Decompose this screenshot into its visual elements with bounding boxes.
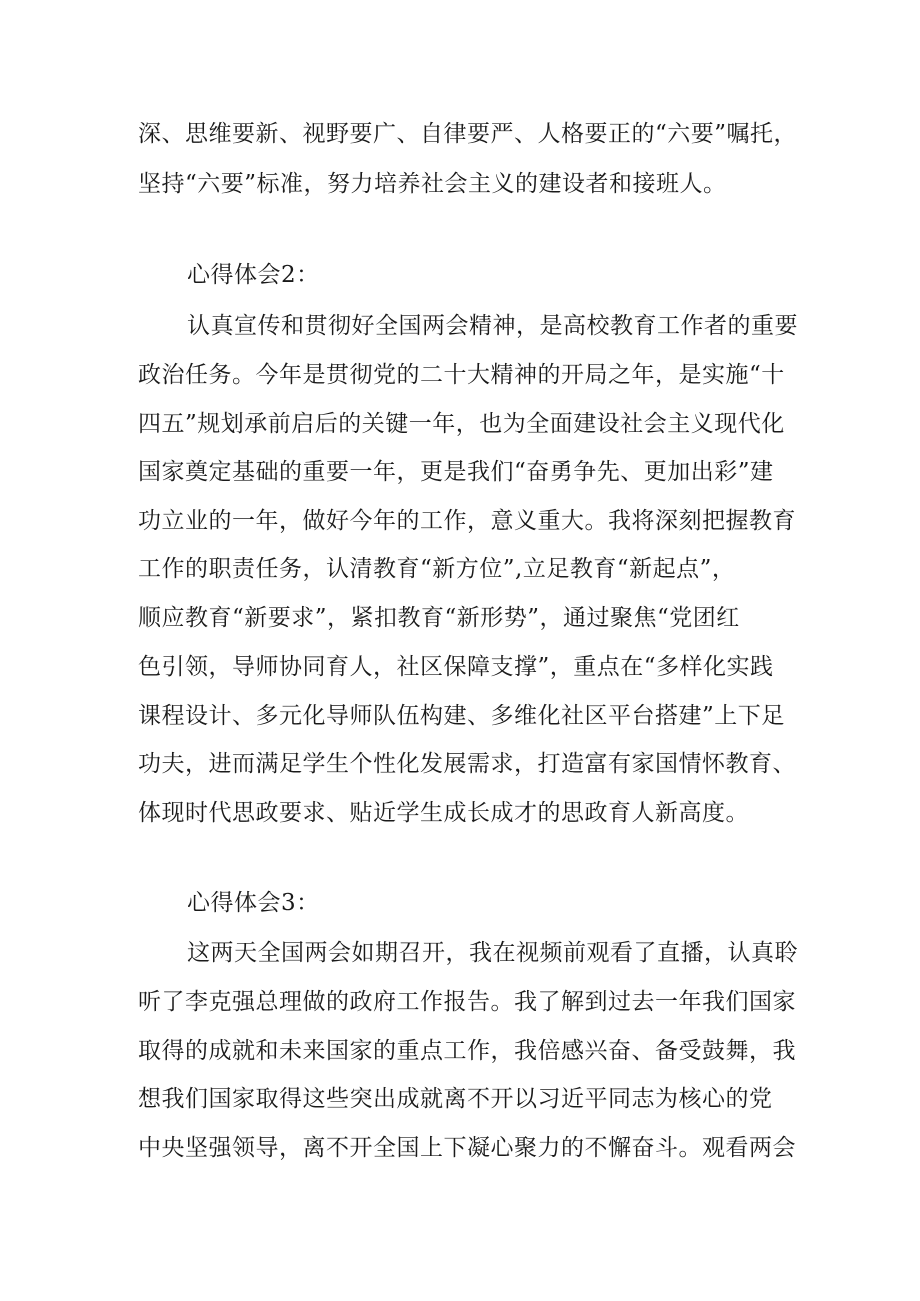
paragraph-line: 想我们国家取得这些突出成就离不开以习近平同志为核心的党	[138, 1086, 773, 1112]
paragraph-line: 认真宣传和贯彻好全国两会精神，是高校教育工作者的重要	[187, 313, 798, 339]
paragraph-line: 功立业的一年，做好今年的工作，意义重大。我将深刻把握教育	[138, 508, 796, 534]
paragraph-line: 这两天全国两会如期召开，我在视频前观看了直播，认真聆	[187, 940, 798, 966]
paragraph-line: 色引领，导师协同育人，社区保障支撑”，重点在“多样化实践	[138, 654, 774, 680]
paragraph-line: 工作的职责任务，认清教育“新方位”,立足教育“新起点”，	[138, 556, 736, 582]
paragraph-line: 国家奠定基础的重要一年，更是我们“奋勇争先、更加出彩”建	[138, 459, 774, 485]
section-heading: 心得体会3：	[187, 890, 320, 916]
paragraph-line: 听了李克强总理做的政府工作报告。我了解到过去一年我们国家	[138, 989, 796, 1015]
text-line: 深、思维要新、视野要广、自律要严、人格要正的“六要”嘱托，	[138, 121, 798, 147]
paragraph-line: 课程设计、多元化导师队伍构建、多维化社区平台搭建”上下足	[138, 703, 785, 729]
paragraph-line: 四五”规划承前启后的关键一年，也为全面建设社会主义现代化	[138, 411, 785, 437]
paragraph-line: 功夫，进而满足学生个性化发展需求，打造富有家国情怀教育、	[138, 751, 796, 777]
paragraph-line: 取得的成就和未来国家的重点工作，我倍感兴奋、备受鼓舞，我	[138, 1038, 796, 1064]
paragraph-line: 政治任务。今年是贯彻党的二十大精神的开局之年，是实施“十	[138, 362, 785, 388]
text-line: 坚持“六要”标准，努力培养社会主义的建设者和接班人。	[138, 171, 727, 197]
paragraph-line: 体现时代思政要求、贴近学生成长成才的思政育人新高度。	[138, 800, 749, 826]
section-heading: 心得体会2：	[187, 262, 320, 288]
paragraph-line: 中央坚强领导，离不开全国上下凝心聚力的不懈奋斗。观看两会	[138, 1135, 796, 1161]
paragraph-line: 顺应教育“新要求”，紧扣教育“新形势”，通过聚焦“党团红	[138, 605, 740, 631]
